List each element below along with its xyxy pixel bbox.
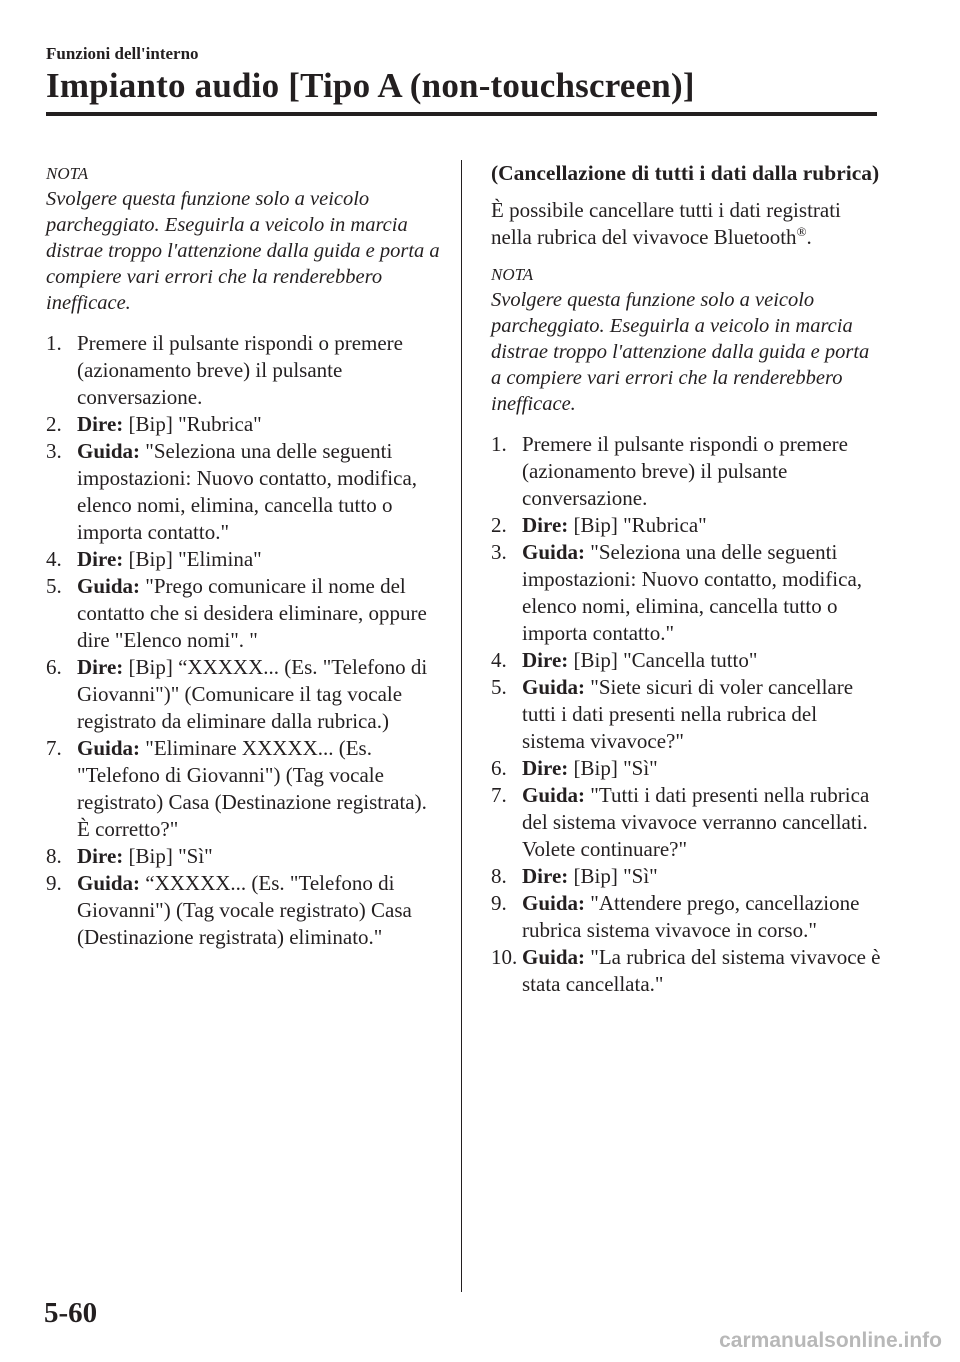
step-label: Dire: <box>522 513 569 537</box>
step-number: 9. <box>491 891 507 915</box>
step-item <box>46 654 442 735</box>
step-item <box>46 573 442 654</box>
step-text: [Bip] "Rubrica" <box>123 412 262 436</box>
step-label: Dire: <box>77 655 124 679</box>
step-number: 6. <box>46 655 62 679</box>
step-item <box>491 890 883 944</box>
step-label: Guida: <box>522 783 586 807</box>
step-item <box>491 755 883 782</box>
note-label: NOTA <box>491 265 534 284</box>
step-text: “XXXXX... (Es. "Telefono di Giovanni") (Tag vocale registrato) Casa (Destinazione registrata) eliminato." <box>77 871 412 949</box>
step-label: Guida: <box>77 574 141 598</box>
step-item <box>46 546 442 573</box>
step-text: "Siete sicuri di voler cancellare tutti i dati presenti nella rubrica del sistema vivavoce?" <box>522 675 854 753</box>
note-text: Svolgere questa funzione solo a veicolo parcheggiato. Eseguirla a veicolo in marcia distrae troppo l'attenzione dalla guida e porta a compiere vari errori che la renderebbero inefficace. <box>46 188 440 314</box>
right-column <box>491 160 883 998</box>
step-item <box>491 863 883 890</box>
step-text: [Bip] “XXXXX... (Es. "Telefono di Giovanni")" (Comunicare il tag vocale registrato da eliminare dalla rubrica.) <box>77 655 428 733</box>
step-number: 8. <box>491 864 507 888</box>
step-text: [Bip] "Cancella tutto" <box>568 648 758 672</box>
step-text: [Bip] "Sì" <box>568 864 658 888</box>
step-item <box>491 539 883 647</box>
step-item <box>491 782 883 863</box>
step-label: Guida: <box>77 736 141 760</box>
registered-mark: ® <box>796 224 807 239</box>
step-text: "Tutti i dati presenti nella rubrica del sistema vivavoce verranno cancellati. Volete continuare?" <box>522 783 870 861</box>
page-number: 5-60 <box>44 1297 98 1329</box>
step-label: Guida: <box>522 945 586 969</box>
step-label: Dire: <box>522 648 569 672</box>
step-item <box>46 843 442 870</box>
step-number: 10. <box>491 945 518 969</box>
step-item <box>46 330 442 411</box>
step-label: Guida: <box>522 675 586 699</box>
step-number: 7. <box>491 783 507 807</box>
step-text: [Bip] "Rubrica" <box>568 513 707 537</box>
step-number: 1. <box>491 432 507 456</box>
step-text: "Eliminare XXXXX... (Es. "Telefono di Giovanni") (Tag vocale registrato) Casa (Destinazione registrata). È corretto?" <box>77 736 427 841</box>
step-item <box>46 870 442 951</box>
step-number: 2. <box>46 412 62 436</box>
left-column <box>46 160 442 951</box>
step-text: "Seleziona una delle seguenti impostazioni: Nuovo contatto, modifica, elenco nomi, elimina, cancella tutto o importa contatto." <box>77 439 418 544</box>
step-number: 1. <box>46 331 62 355</box>
step-number: 4. <box>46 547 62 571</box>
step-text: Premere il pulsante rispondi o premere (azionamento breve) il pulsante conversazione. <box>77 331 403 409</box>
note-text: Svolgere questa funzione solo a veicolo parcheggiato. Eseguirla a veicolo in marcia distrae troppo l'attenzione dalla guida e porta a compiere vari errori che la renderebbero inefficace. <box>491 289 870 415</box>
step-text: "La rubrica del sistema vivavoce è stata cancellata." <box>522 945 881 996</box>
header-rule <box>46 112 877 116</box>
step-label: Guida: <box>522 540 586 564</box>
step-text: [Bip] "Sì" <box>123 844 213 868</box>
note-label: NOTA <box>46 164 89 183</box>
step-label: Guida: <box>77 439 141 463</box>
column-divider <box>461 160 462 1292</box>
step-item <box>46 411 442 438</box>
step-text: "Prego comunicare il nome del contatto che si desidera eliminare, oppure dire "Elenco nomi". " <box>77 574 427 652</box>
step-text: [Bip] "Elimina" <box>123 547 262 571</box>
steps-list <box>491 431 883 998</box>
step-number: 3. <box>491 540 507 564</box>
step-item <box>491 431 883 512</box>
step-number: 5. <box>46 574 62 598</box>
intro-paragraph: È possibile cancellare tutti i dati registrati nella rubrica del vivavoce Bluetooth®. <box>491 198 841 249</box>
step-label: Guida: <box>522 891 586 915</box>
step-text: "Seleziona una delle seguenti impostazioni: Nuovo contatto, modifica, elenco nomi, elimina, cancella tutto o importa contatto." <box>522 540 863 645</box>
step-number: 3. <box>46 439 62 463</box>
step-label: Dire: <box>77 547 124 571</box>
watermark: carmanualsonline.info <box>719 1329 942 1352</box>
step-item <box>491 674 883 755</box>
step-label: Guida: <box>77 871 141 895</box>
step-label: Dire: <box>77 412 124 436</box>
step-label: Dire: <box>77 844 124 868</box>
step-number: 4. <box>491 648 507 672</box>
step-text: [Bip] "Sì" <box>568 756 658 780</box>
step-number: 7. <box>46 736 62 760</box>
page-title: Impianto audio [Tipo A (non-touchscreen)] <box>46 66 695 105</box>
step-number: 8. <box>46 844 62 868</box>
step-label: Dire: <box>522 756 569 780</box>
step-number: 9. <box>46 871 62 895</box>
step-text: Premere il pulsante rispondi o premere (azionamento breve) il pulsante conversazione. <box>522 432 848 510</box>
section-heading: (Cancellazione di tutti i dati dalla rubrica) <box>491 161 880 185</box>
step-item <box>491 512 883 539</box>
step-item <box>46 735 442 843</box>
step-item <box>46 438 442 546</box>
step-item <box>491 647 883 674</box>
step-label: Dire: <box>522 864 569 888</box>
steps-list <box>46 330 442 951</box>
step-number: 6. <box>491 756 507 780</box>
step-text: "Attendere prego, cancellazione rubrica sistema vivavoce in corso." <box>522 891 860 942</box>
step-number: 5. <box>491 675 507 699</box>
step-item <box>491 944 883 998</box>
section-label: Funzioni dell'interno <box>46 44 199 63</box>
step-number: 2. <box>491 513 507 537</box>
